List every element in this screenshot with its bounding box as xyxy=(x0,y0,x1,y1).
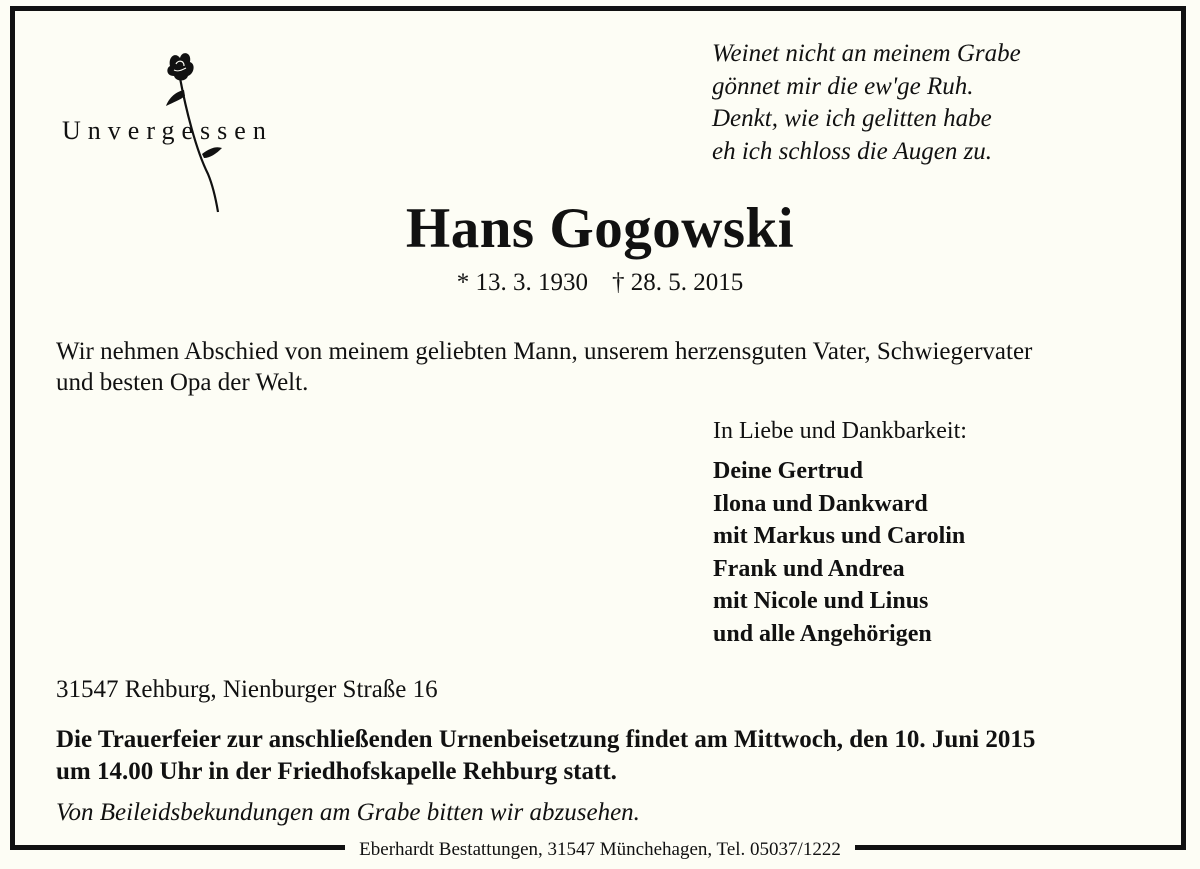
funeral-home-info: Eberhardt Bestattungen, 31547 Münchehagen, Tel. 05037/1222 xyxy=(345,838,855,862)
intro-line: Wir nehmen Abschied von meinem geliebten Mann, unserem herzensguten Vater, Schwiegervater xyxy=(56,338,1033,365)
family-address: 31547 Rehburg, Nienburger Straße 16 xyxy=(56,676,438,703)
poem xyxy=(712,38,1021,168)
poem-line: eh ich schloss die Augen zu. xyxy=(712,137,993,165)
ceremony-info xyxy=(56,724,1035,788)
mourners-list xyxy=(713,455,965,651)
ceremony-line: um 14.00 Uhr in der Friedhofskapelle Rehburg statt. xyxy=(56,758,617,785)
birth-date: * 13. 3. 1930 xyxy=(456,269,588,296)
intro-text xyxy=(56,336,1032,398)
mourner-name: mit Markus und Carolin xyxy=(713,523,966,550)
life-dates xyxy=(0,269,1200,297)
footer xyxy=(0,838,1200,862)
mourners-heading: In Liebe und Dankbarkeit: xyxy=(713,418,967,444)
condolence-note: Von Beileidsbekundungen am Grabe bitten wir abzusehen. xyxy=(56,799,640,826)
mourner-name: Ilona und Dankward xyxy=(713,490,928,517)
poem-line: gönnet mir die ew'ge Ruh. xyxy=(712,72,974,100)
deceased-name: Hans Gogowski xyxy=(405,197,795,260)
death-date: † 28. 5. 2015 xyxy=(612,269,744,296)
poem-line: Weinet nicht an meinem Grabe xyxy=(712,40,1021,67)
mourner-name: mit Nicole und Linus xyxy=(713,588,929,615)
intro-line: und besten Opa der Welt. xyxy=(56,369,309,396)
mourner-name: Frank und Andrea xyxy=(713,555,905,582)
mourner-name: Deine Gertrud xyxy=(713,458,863,484)
ceremony-line: Die Trauerfeier zur anschließenden Urnenbeisetzung findet am Mittwoch, den 10. Juni 2015 xyxy=(56,726,1036,753)
motto: Unvergessen xyxy=(62,116,273,145)
mourner-name: und alle Angehörigen xyxy=(713,620,932,647)
poem-line: Denkt, wie ich gelitten habe xyxy=(712,105,992,132)
